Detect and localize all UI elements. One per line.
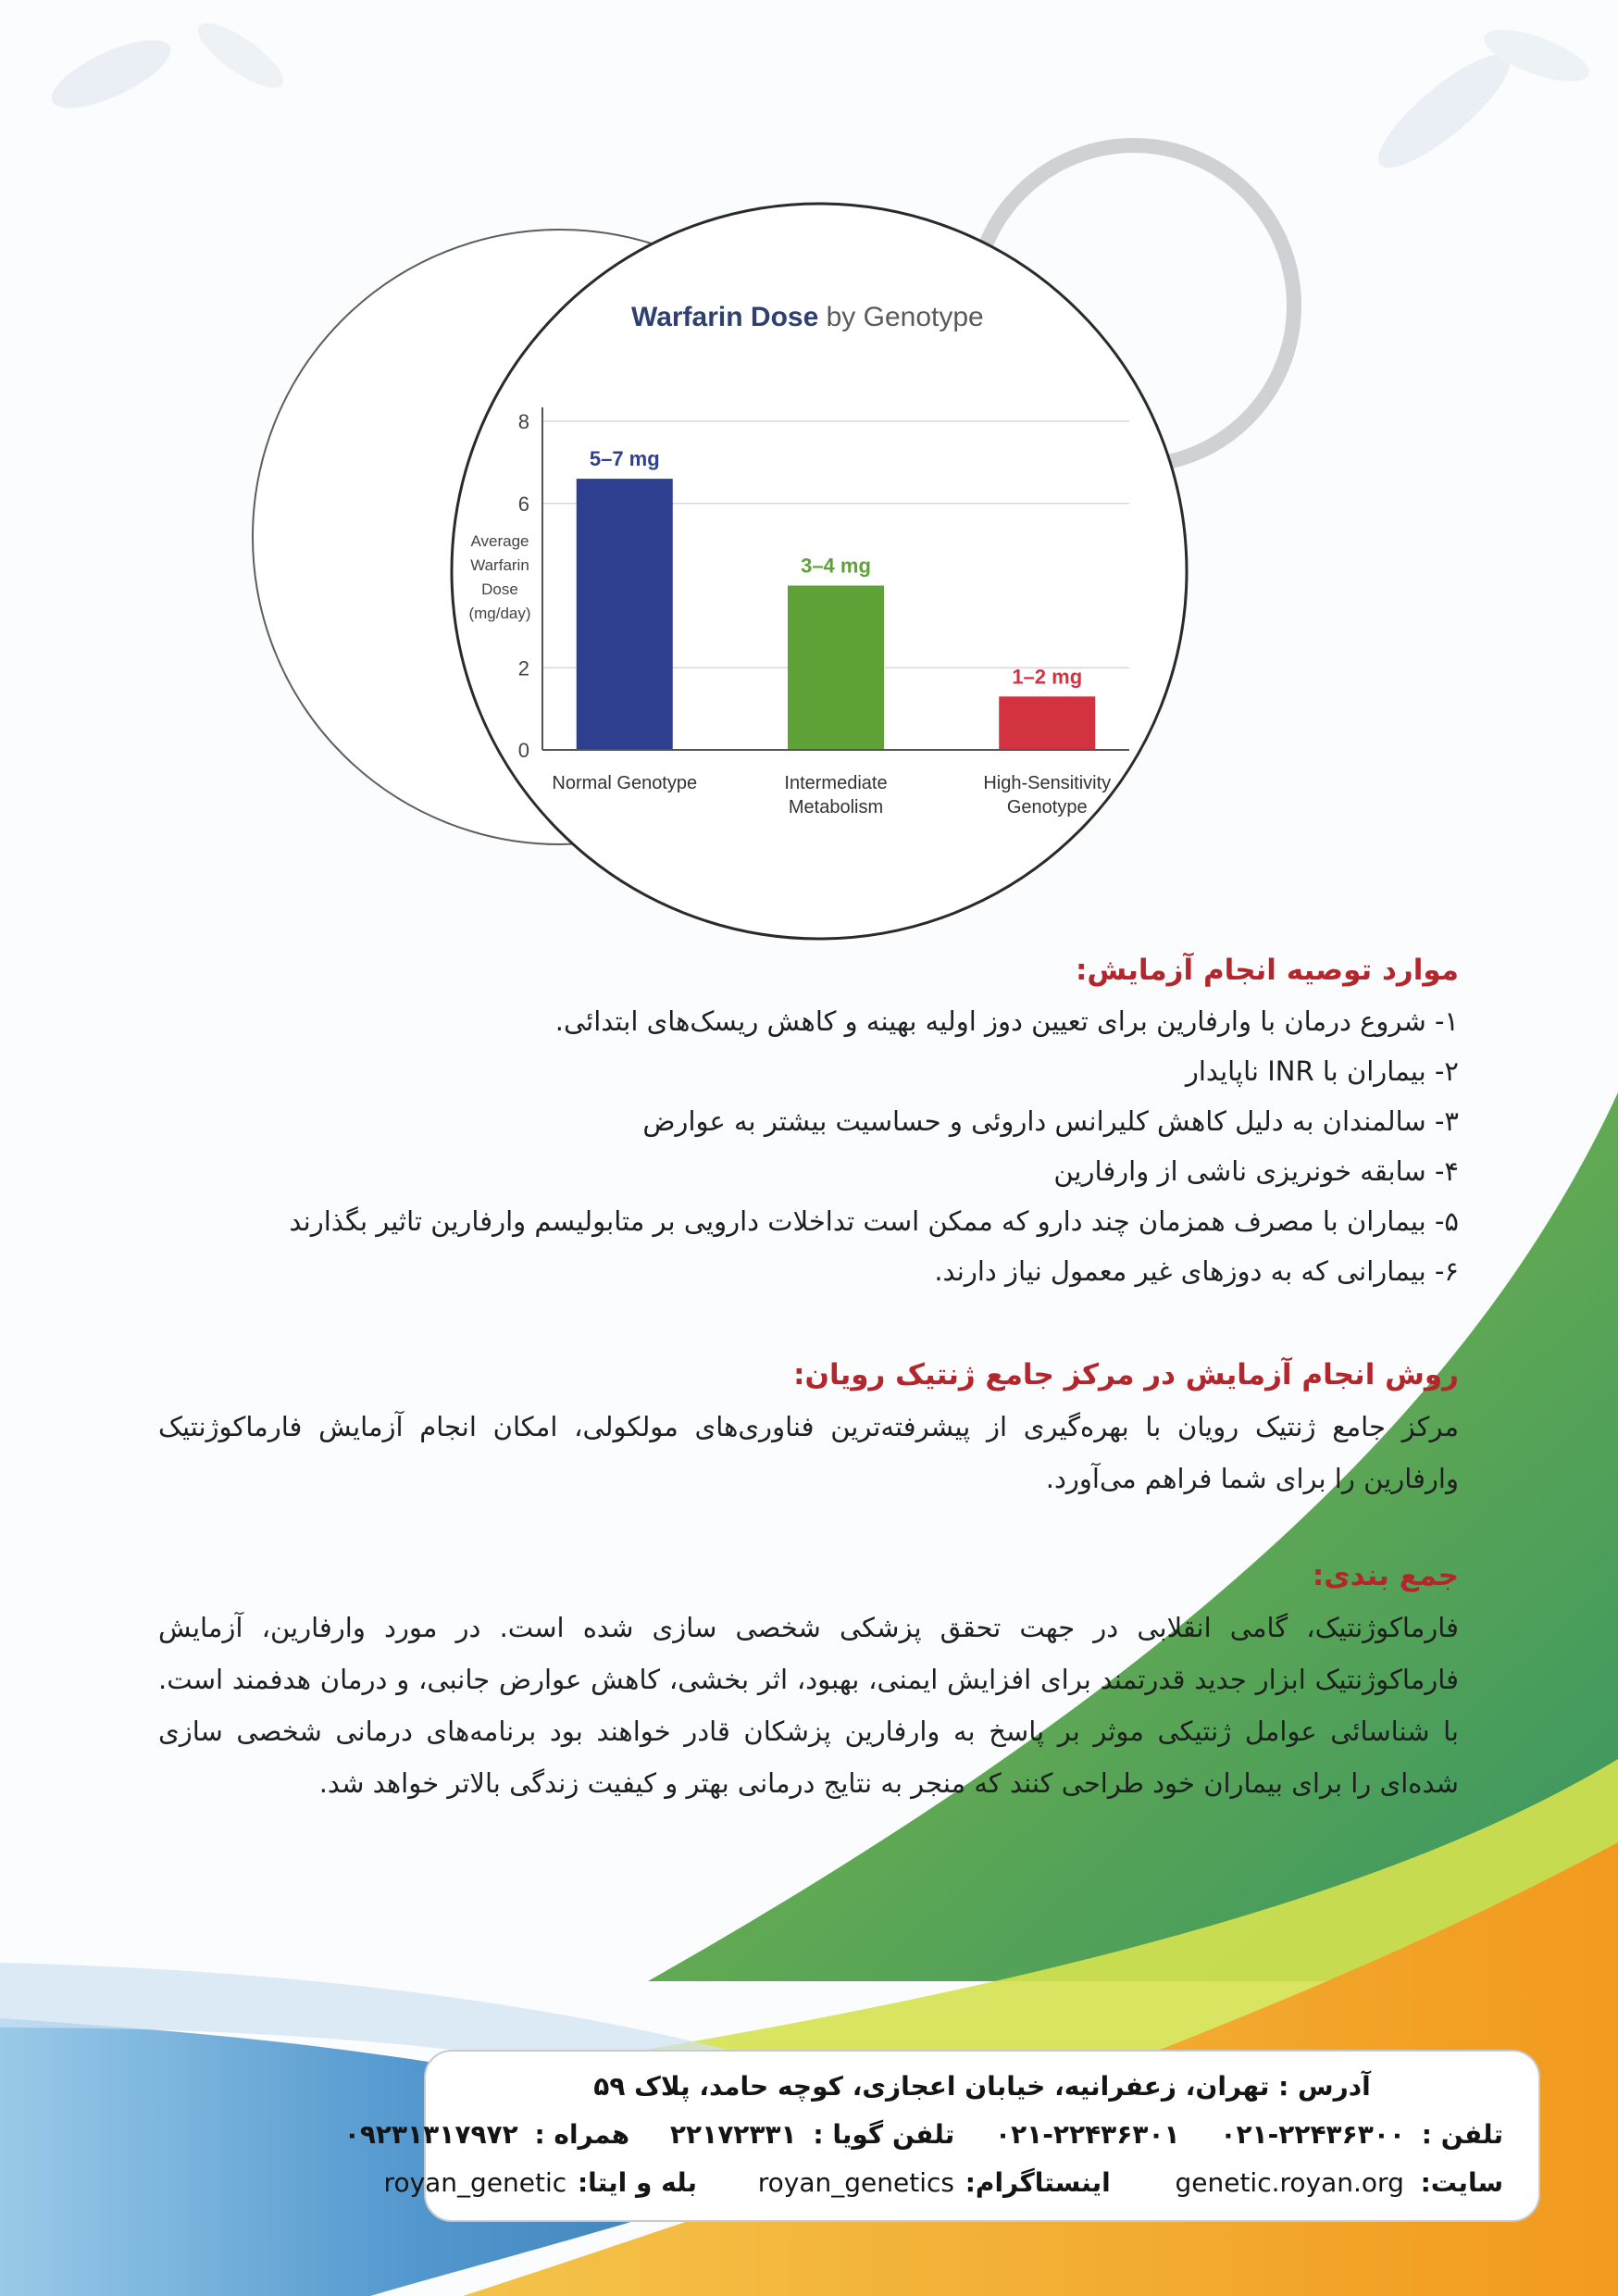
- y-axis-label-line: Average: [470, 532, 529, 550]
- method-paragraph: مرکز جامع ژنتیک رویان با بهره‌گیری از پیشرفته‌ترین فناوری‌های مولکولی، امکان انجام آزمایش فارماکوژنتیک وارفارین را برای شما فراهم می‌آورد.: [158, 1411, 1459, 1494]
- site-label: سایت:: [1420, 2167, 1503, 2198]
- list-item: ۵- بیماران با مصرف همزمان چند دارو که ممکن است تداخلات دارویی بر متابولیسم وارفارین تاثیر بگذارند: [289, 1205, 1459, 1237]
- list-item: ۲- بیماران با INR ناپایدار: [1185, 1055, 1459, 1087]
- recommendations-heading: موارد توصیه انجام آزمایش:: [1075, 954, 1459, 987]
- bale-handle[interactable]: royan_genetic: [383, 2167, 567, 2198]
- list-item: ۱- شروع درمان با وارفارین برای تعیین دوز اولیه بهینه و کاهش ریسک‌های ابتدائی.: [554, 1005, 1459, 1037]
- phone-line: [343, 2111, 1503, 2159]
- y-tick-label: 8: [517, 410, 529, 433]
- contact-card: [343, 2050, 1540, 2222]
- summary-heading: جمع بندی:: [1312, 1559, 1459, 1592]
- summary-paragraph: فارماکوژنتیک، گامی انقلابی در جهت تحقق پزشکی شخصی سازی شده است. در مورد وارفارین، آزمایش فارماکوژنتیک ابزار جدید قدرتمند برای افزایش ایمنی، بهبود، اثر بخشی، کاهش عوارض جانبی، و درمان هدفمند است. با شناسائی عوامل ژنتیکی موثر بر پاسخ به وارفارین پزشکان قادر خواهند بود برنامه‌های درمانی شخصی سازی شده‌ای را برای بیماران خود طراحی کنند که منجر به نتایج درمانی بهتر و کیفیت زندگی بالاتر خواهد شد.: [158, 1612, 1459, 1799]
- instagram-handle[interactable]: royan_genetics: [757, 2167, 954, 2198]
- mobile-label: همراه :: [534, 2119, 630, 2150]
- y-tick-label: 0: [517, 739, 529, 762]
- list-item: ۶- بیمارانی که به دوزهای غیر معمول نیاز دارند.: [934, 1255, 1459, 1287]
- chart-title: [631, 302, 984, 332]
- phone-number-1[interactable]: ۲۲۴۳۶۳۰۰-۰۲۱: [1220, 2119, 1405, 2150]
- bar: [999, 696, 1095, 750]
- y-axis-label: [468, 532, 530, 622]
- y-axis-ticks: [518, 410, 529, 762]
- x-tick-label: Normal Genotype: [552, 773, 698, 793]
- bar: [577, 479, 673, 750]
- phone-number-2[interactable]: ۲۲۴۳۶۳۰۱-۰۲۱: [995, 2119, 1180, 2150]
- phone-label: تلفن :: [1421, 2119, 1503, 2150]
- y-tick-label: 6: [517, 492, 529, 516]
- x-tick-label: Metabolism: [788, 797, 884, 817]
- site-link[interactable]: genetic.royan.org: [1175, 2167, 1404, 2198]
- address: آدرس : تهران، زعفرانیه، خیابان اعجازی، کوچه حامد، پلاک ۵۹: [593, 2071, 1371, 2102]
- y-tick-label: 2: [517, 656, 529, 680]
- x-tick-label: High-Sensitivity: [983, 773, 1112, 793]
- online-line: [383, 2159, 1503, 2207]
- summary-section: [158, 1559, 1459, 1809]
- y-axis-label-line: Dose: [481, 580, 518, 598]
- chart-title-rest: by Genotype: [818, 302, 984, 332]
- bar-value-label: 1–2 mg: [1012, 665, 1083, 689]
- instagram-label: اینستاگرام:: [965, 2167, 1111, 2198]
- method-heading: روش انجام آزمایش در مرکز جامع ژنتیک رویان:: [793, 1358, 1459, 1391]
- ivr-number[interactable]: ۲۲۱۷۲۳۳۱: [669, 2119, 797, 2150]
- y-axis-label-line: Warfarin: [470, 556, 529, 574]
- ivr-label: تلفن گویا :: [813, 2119, 955, 2150]
- list-item: ۴- سابقه خونریزی ناشی از وارفارین: [1053, 1155, 1459, 1187]
- list-item: ۳- سالمندان به دلیل کاهش کلیرانس داروئی و حساسیت بیشتر به عوارض: [642, 1105, 1459, 1137]
- bar-value-label: 3–4 mg: [801, 554, 871, 578]
- recommendations-section: [144, 954, 1459, 1296]
- x-axis-labels: [552, 773, 1111, 817]
- chart-bars: [577, 479, 1095, 750]
- y-axis-label-line: (mg/day): [468, 605, 531, 622]
- x-tick-label: Intermediate: [784, 773, 888, 793]
- method-section: [158, 1358, 1459, 1504]
- mobile-number[interactable]: ۰۹۲۳۱۳۱۷۹۷۲: [343, 2119, 518, 2150]
- recommendations-list: [144, 996, 1459, 1296]
- x-tick-label: Genotype: [1006, 797, 1088, 817]
- bar-value-label: 5–7 mg: [589, 447, 660, 471]
- bar: [788, 586, 884, 751]
- bale-label: بله و ایتا:: [577, 2167, 698, 2198]
- chart-title-bold: Warfarin Dose: [631, 302, 819, 332]
